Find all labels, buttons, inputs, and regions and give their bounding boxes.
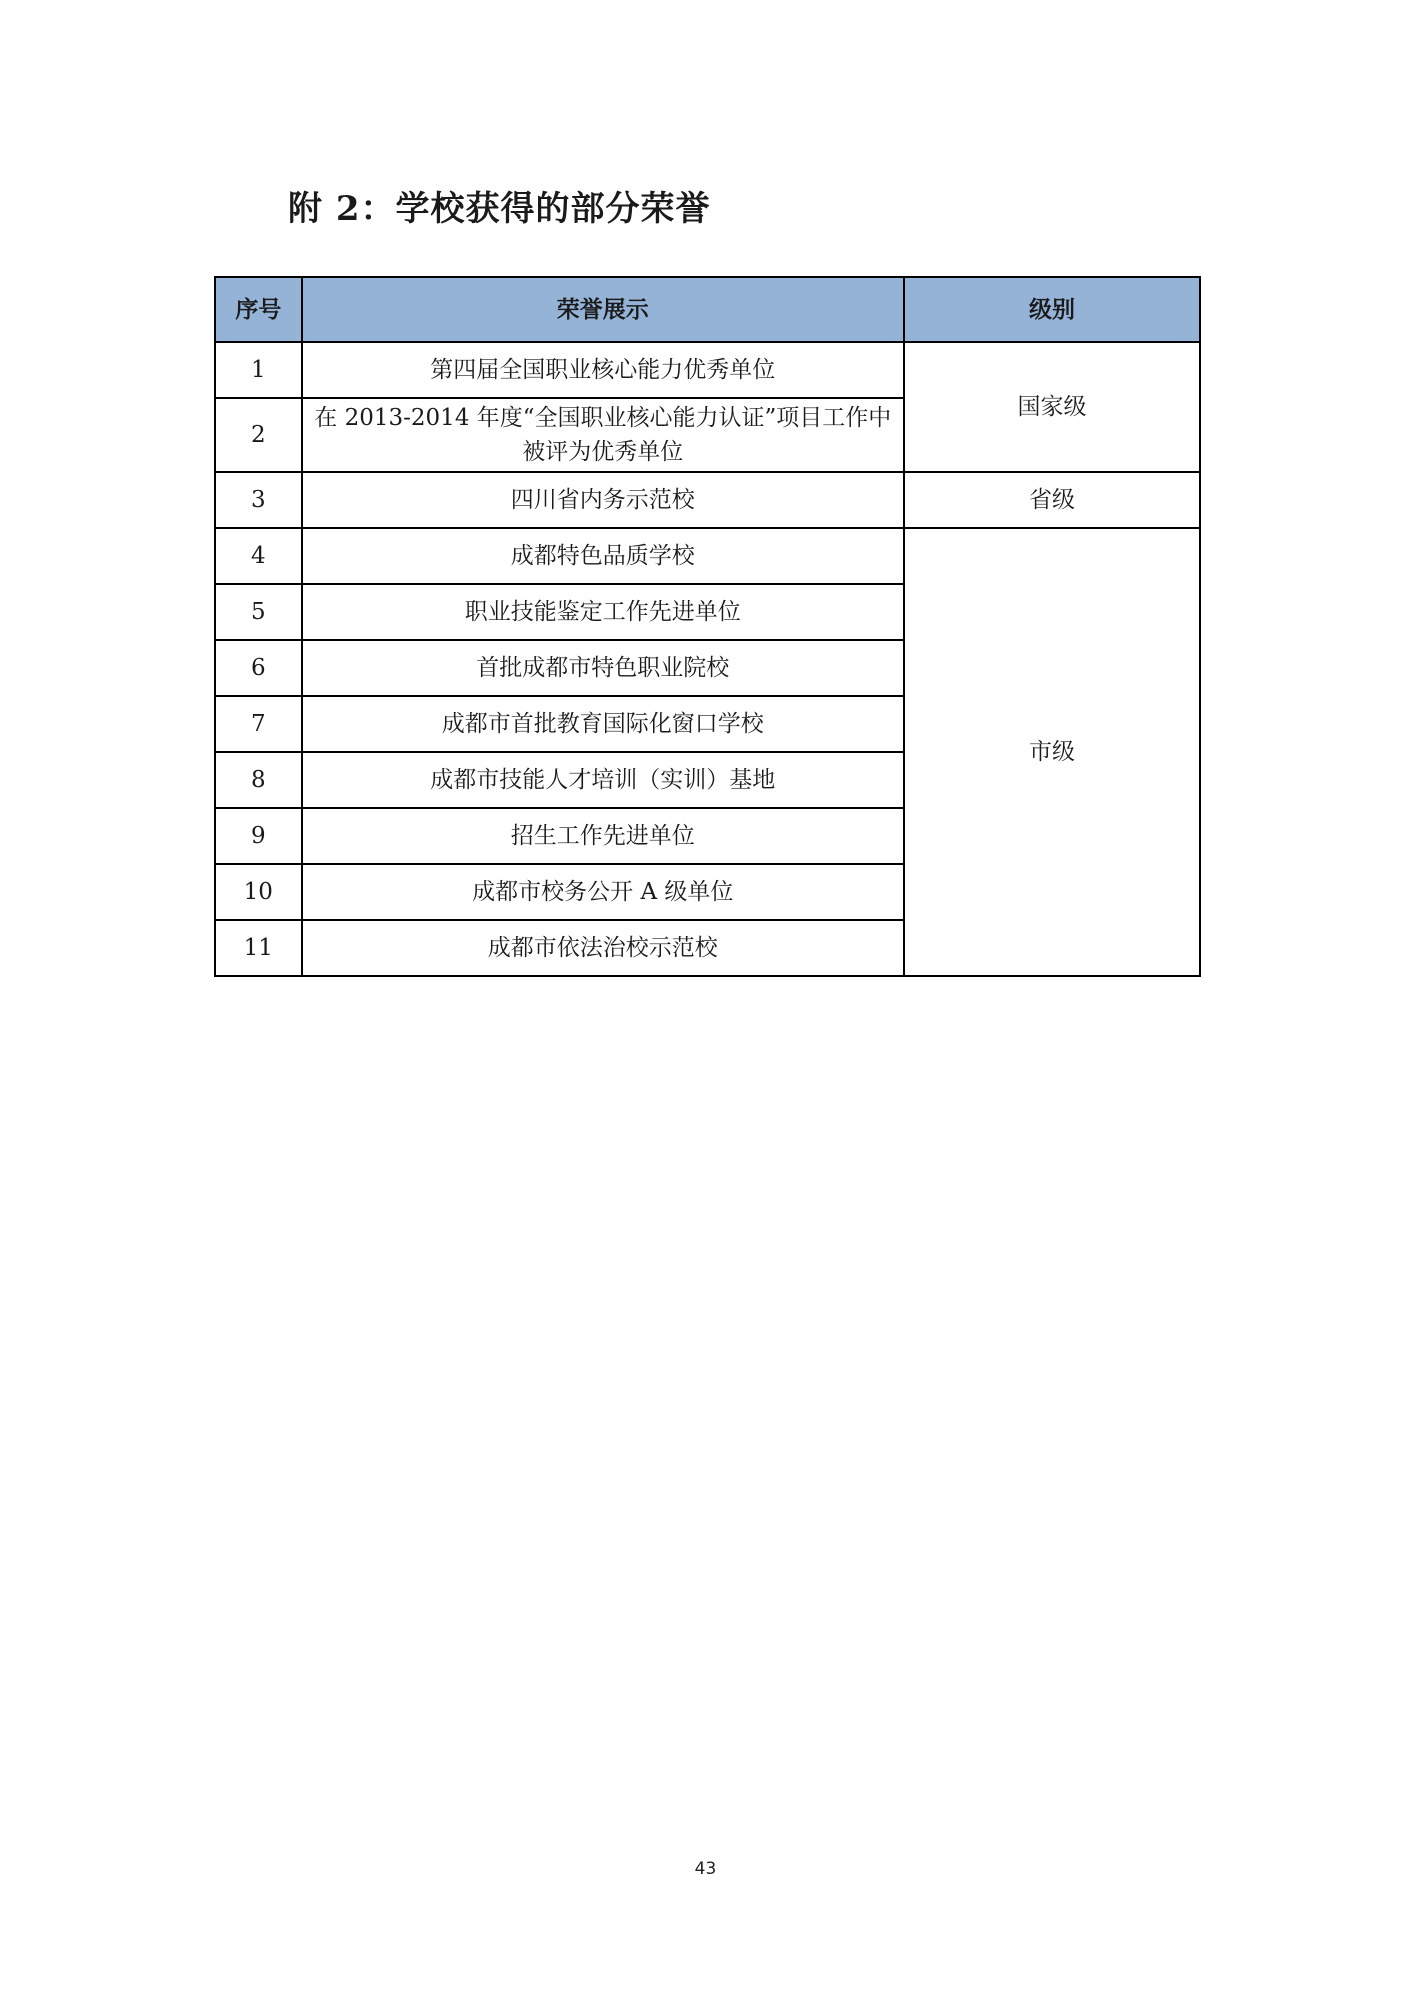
level-national: 国家级 <box>904 342 1200 472</box>
row-no: 11 <box>215 920 302 976</box>
row-no: 8 <box>215 752 302 808</box>
table-row <box>215 528 1200 584</box>
row-honor: 成都市依法治校示范校 <box>302 920 904 976</box>
table-header-row <box>215 277 1200 342</box>
header-level: 级别 <box>904 277 1200 342</box>
level-provincial: 省级 <box>904 472 1200 528</box>
table-row <box>215 472 1200 528</box>
row-honor: 第四届全国职业核心能力优秀单位 <box>302 342 904 398</box>
row-no: 9 <box>215 808 302 864</box>
row-honor: 首批成都市特色职业院校 <box>302 640 904 696</box>
row-honor: 职业技能鉴定工作先进单位 <box>302 584 904 640</box>
row-no: 6 <box>215 640 302 696</box>
row-no: 3 <box>215 472 302 528</box>
page-title: 附 2：学校获得的部分荣誉 <box>288 189 711 229</box>
row-no: 1 <box>215 342 302 398</box>
honors-table <box>214 276 1201 977</box>
row-honor: 成都市首批教育国际化窗口学校 <box>302 696 904 752</box>
row-honor: 成都特色品质学校 <box>302 528 904 584</box>
row-no: 7 <box>215 696 302 752</box>
level-municipal: 市级 <box>904 528 1200 976</box>
row-no: 2 <box>215 398 302 472</box>
row-honor: 招生工作先进单位 <box>302 808 904 864</box>
header-no: 序号 <box>215 277 302 342</box>
row-honor: 在 2013-2014 年度“全国职业核心能力认证”项目工作中被评为优秀单位 <box>302 398 904 472</box>
row-honor: 成都市校务公开 A 级单位 <box>302 864 904 920</box>
header-honor: 荣誉展示 <box>302 277 904 342</box>
row-honor: 四川省内务示范校 <box>302 472 904 528</box>
row-no: 5 <box>215 584 302 640</box>
table-row <box>215 342 1200 398</box>
row-no: 10 <box>215 864 302 920</box>
page-number: 43 <box>694 1859 717 1879</box>
row-no: 4 <box>215 528 302 584</box>
row-honor: 成都市技能人才培训（实训）基地 <box>302 752 904 808</box>
